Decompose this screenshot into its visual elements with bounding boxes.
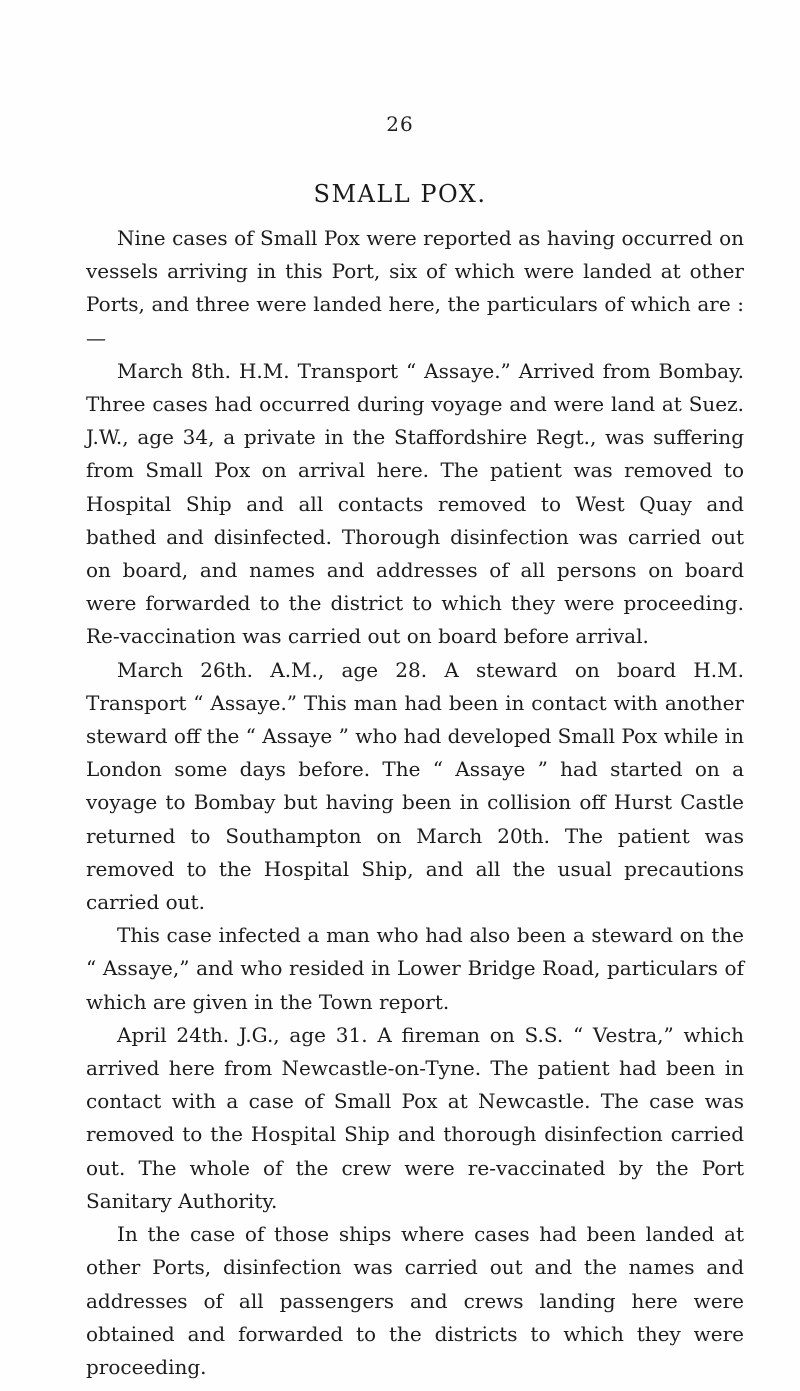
body-text xyxy=(86,222,744,1384)
paragraph-april-24th: April 24th. J.G., age 31. A fireman on S.S. “ Vestra,” which arrived here from Newcastle-on-Tyne. The patient had been in contact with a case of Small Pox at Newcastle. The case was removed to the Hospital Ship and thorough disinfection carried out. The whole of the crew were re-vaccinated by the Port Sanitary Authority. xyxy=(86,1022,744,1213)
paragraph-march-8th: March 8th. H.M. Transport “ Assaye.” Arrived from Bombay. Three cases had occurred during voyage and were land at Suez. J.W., age 34, a private in the Staffordshire Regt., was suffering from Small Pox on arrival here. The patient was removed to Hospital Ship and all contacts removed to West Quay and bathed and disinfected. Thorough disinfection was carried out on board, and names and addresses of all persons on board were forwarded to the district to which they were proceeding. Re-vaccination was carried out on board before arrival. xyxy=(86,358,744,649)
paragraph-march-26th: March 26th. A.M., age 28. A steward on board H.M. Transport “ Assaye.” This man had been in contact with another steward off the “ Assaye ” who had developed Small Pox while in London some days before. The “ Assaye ” had started on a voyage to Bombay but having been in collision off Hurst Castle returned to Southampton on March 20th. The patient was removed to the Hospital Ship, and all the usual precautions carried out. xyxy=(86,657,744,915)
page-number: 26 xyxy=(386,112,414,136)
paragraph-other-ports: In the case of those ships where cases had been landed at other Ports, disinfection was carried out and the names and addresses of all passengers and crews landing here were obtained and forwarded to the districts to which they were proceeding. xyxy=(86,1222,744,1379)
section-heading: SMALL POX. xyxy=(313,180,487,208)
paragraph-infected-steward: This case infected a man who had also been a steward on the “ Assaye,” and who resided in Lower Bridge Road, particulars of which are given in the Town report. xyxy=(86,923,744,1014)
paragraph-intro: Nine cases of Small Pox were reported as having occurred on vessels arriving in this Port, six of which were landed at other Ports, and three were landed here, the particulars of which are :— xyxy=(86,226,744,350)
